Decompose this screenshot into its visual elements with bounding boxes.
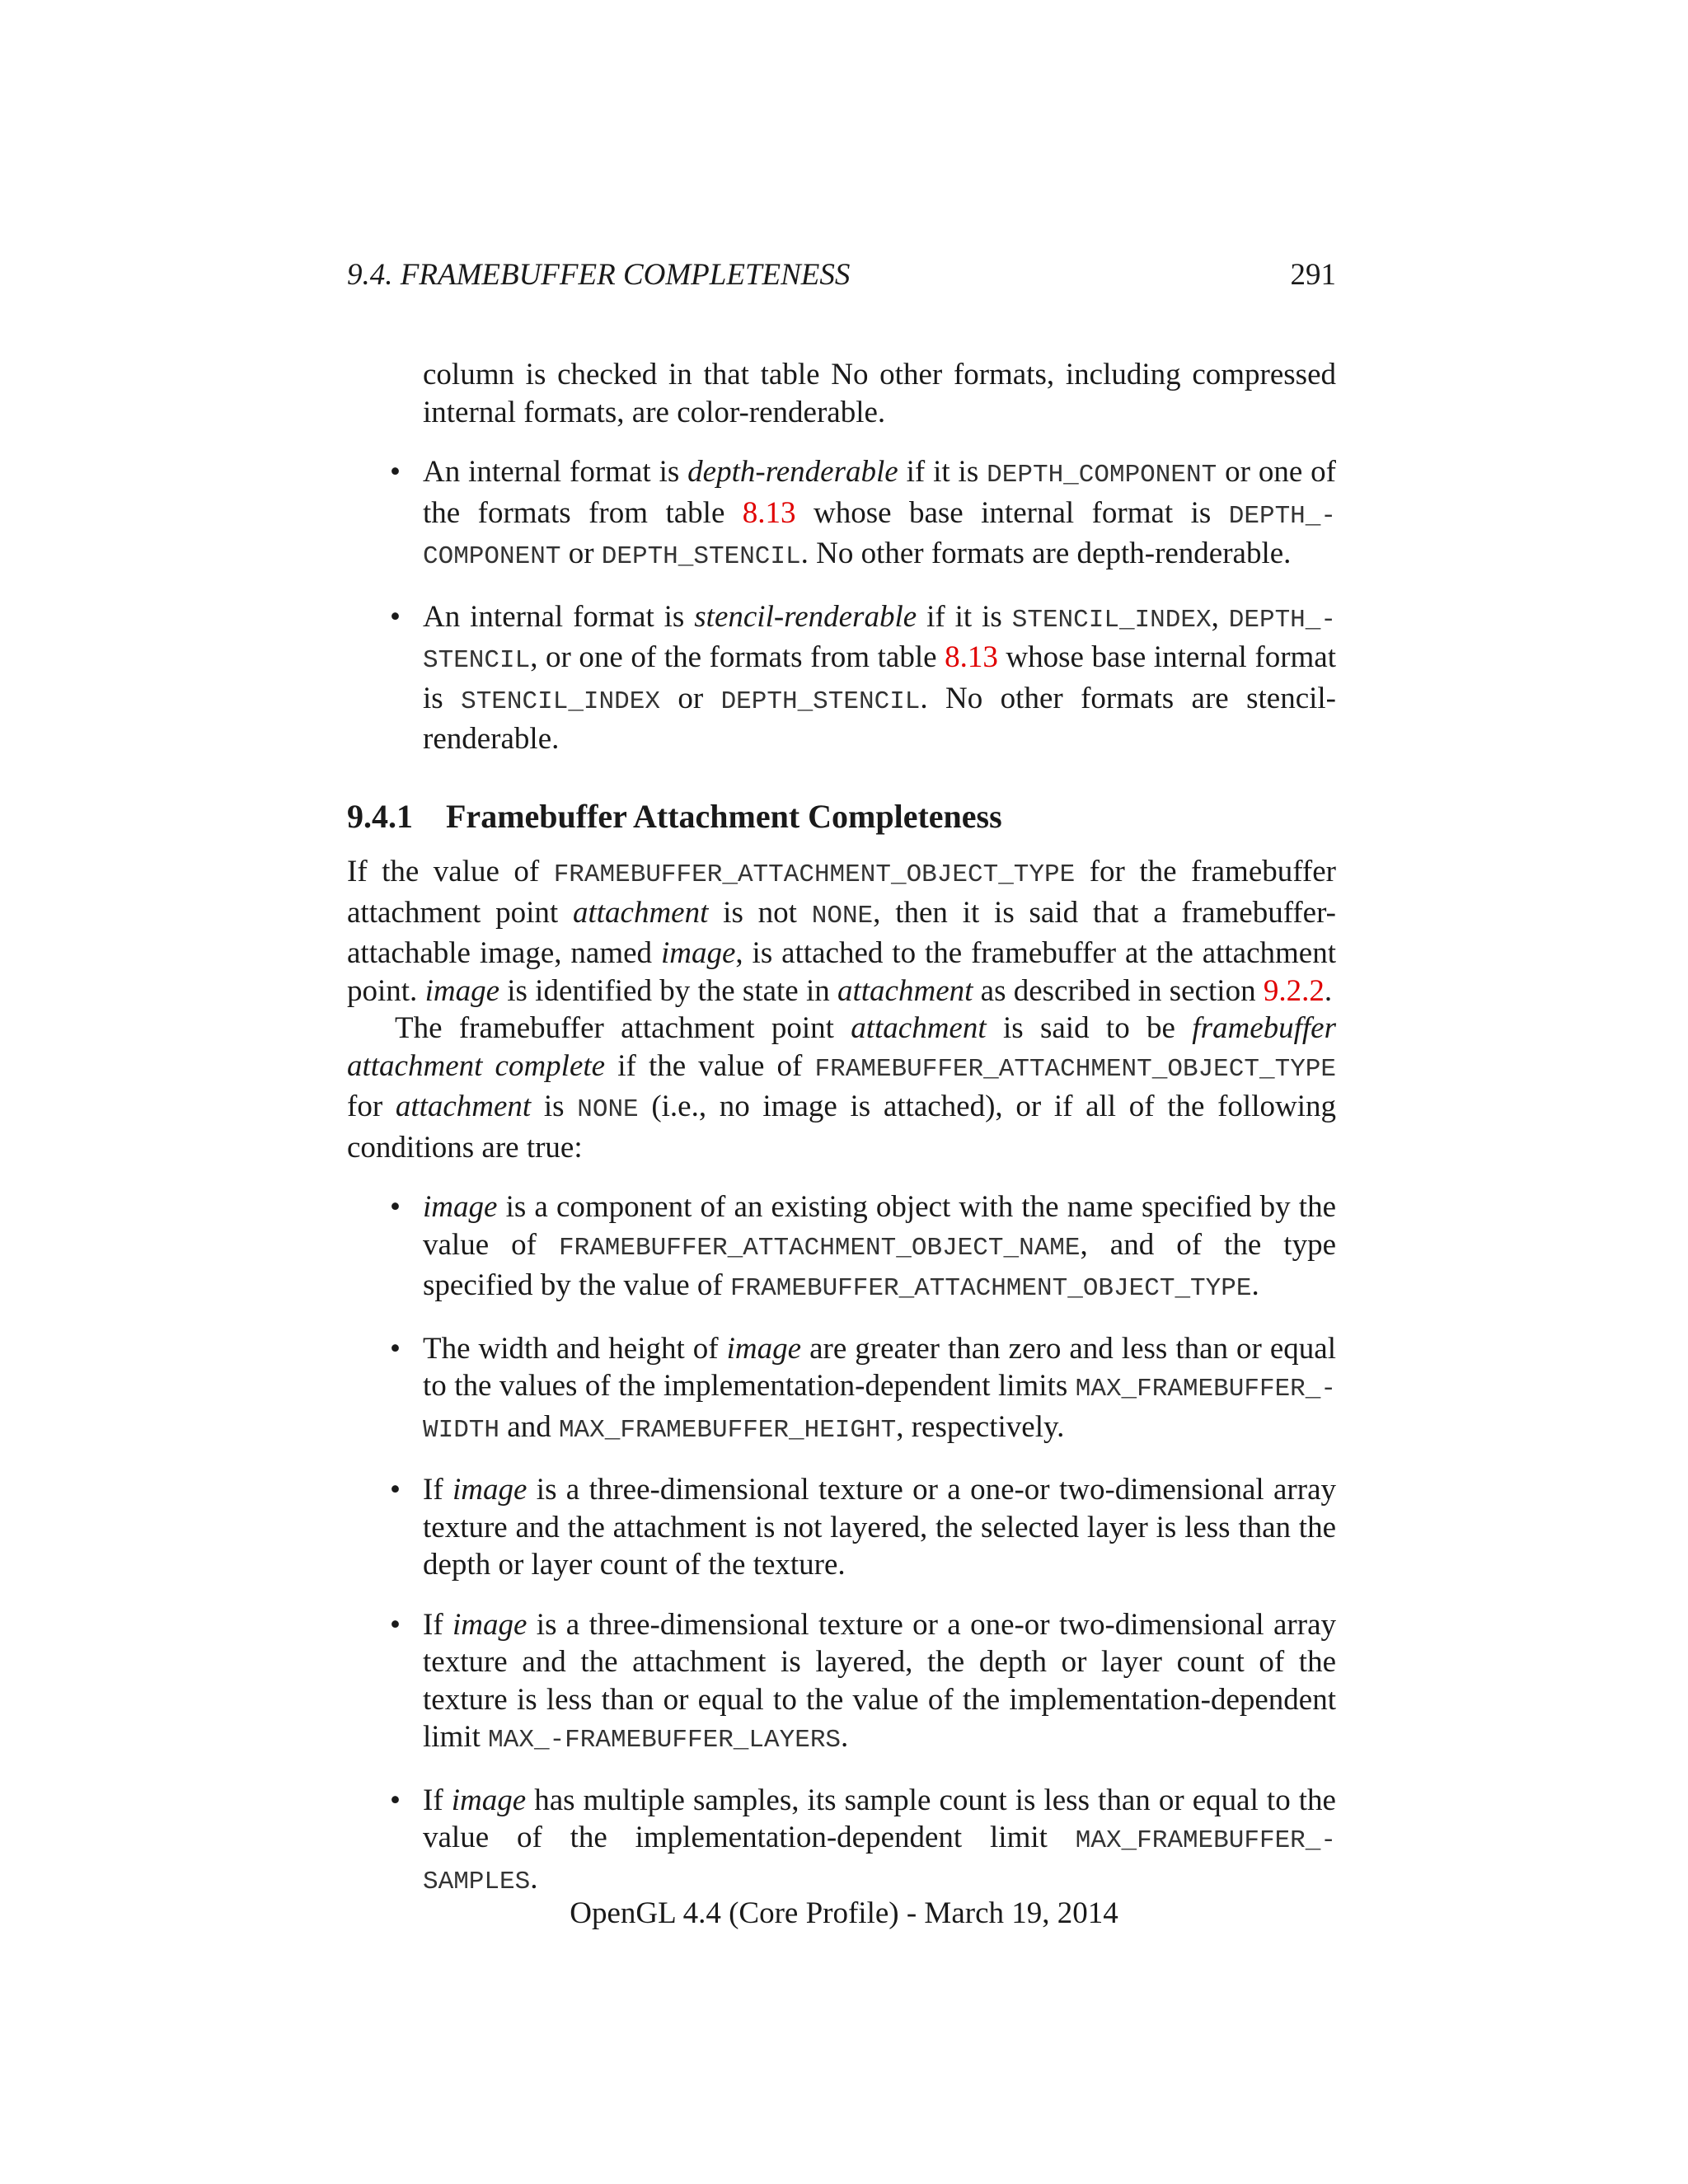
bullet-icon: • bbox=[390, 1783, 401, 1817]
intro-continuation: column is checked in that table No other formats, including compressed internal formats, are color-renderable. bbox=[423, 358, 1336, 429]
list-item-stencil-renderable bbox=[347, 598, 1336, 758]
header-section-title: 9.4. FRAMEBUFFER COMPLETENESS bbox=[347, 258, 851, 292]
token: MAX_-FRAMEBUFFER_LAYERS bbox=[488, 1726, 842, 1755]
renderable-format-list bbox=[347, 453, 1336, 758]
table-ref-link[interactable]: 8.13 bbox=[945, 640, 998, 674]
text: . No other formats are stencil-renderable. bbox=[423, 681, 1336, 756]
text: or bbox=[659, 681, 721, 715]
term: stencil-renderable bbox=[694, 599, 917, 634]
term: image bbox=[424, 973, 499, 1008]
bullet-icon: • bbox=[390, 1473, 401, 1507]
text: are greater than zero and less than or equal to the values of the implementation-dependent limits bbox=[423, 1331, 1337, 1403]
text: The width and height of bbox=[423, 1331, 727, 1366]
term: depth-renderable bbox=[687, 455, 898, 489]
term: attachment bbox=[395, 1090, 532, 1123]
text: whose base internal format is bbox=[795, 495, 1229, 530]
list-item-condition bbox=[347, 1188, 1336, 1308]
term: image bbox=[726, 1331, 802, 1366]
token: NONE bbox=[811, 901, 874, 930]
term: image bbox=[660, 936, 736, 970]
text: is not bbox=[708, 895, 812, 930]
list-item-depth-renderable bbox=[347, 453, 1336, 576]
token: MAX_FRAMEBUFFER_HEIGHT bbox=[558, 1415, 897, 1445]
list-item-condition bbox=[347, 1471, 1336, 1584]
term: image bbox=[423, 1190, 498, 1224]
term: attachment bbox=[851, 1011, 987, 1045]
text: , respectively. bbox=[896, 1409, 1065, 1444]
text: , then it is said that a framebuffer-attachable image, named bbox=[347, 895, 1336, 970]
text: The framebuffer attachment point bbox=[395, 1011, 851, 1045]
token: STENCIL_INDEX bbox=[461, 687, 660, 716]
text: , or one of the formats from table bbox=[530, 640, 945, 674]
text: An internal format is bbox=[423, 455, 688, 489]
token: DEPTH_STENCIL bbox=[720, 687, 921, 716]
section-number: 9.4.1 bbox=[347, 797, 413, 835]
text: is a three-dimensional texture or a one-or two-dimensional array texture and the attachment is not layered, the selected layer is less than the depth or layer count of the texture. bbox=[423, 1473, 1336, 1582]
text: has multiple samples, its sample count is less than or equal to the value of the implementation-dependent limit bbox=[423, 1783, 1336, 1854]
text: if it is bbox=[917, 599, 1012, 634]
page-body bbox=[347, 356, 1336, 1900]
text: . bbox=[530, 1861, 538, 1896]
term: attachment bbox=[837, 973, 973, 1008]
term: image bbox=[452, 1473, 528, 1507]
text: . bbox=[1324, 973, 1333, 1008]
token: DEPTH_-COMPONENT bbox=[423, 501, 1336, 571]
text: is a component of an existing object with the name specified by the value of bbox=[423, 1190, 1336, 1262]
page-footer: OpenGL 4.4 (Core Profile) - March 19, 2014 bbox=[570, 1896, 1118, 1930]
running-header bbox=[347, 257, 1336, 298]
text: for the framebuffer attachment point bbox=[347, 855, 1336, 930]
token: DEPTH_STENCIL bbox=[601, 542, 801, 571]
text: If the value of bbox=[347, 855, 554, 888]
text: if the value of bbox=[605, 1048, 815, 1083]
text: An internal format is bbox=[423, 599, 695, 634]
text: is bbox=[531, 1090, 578, 1123]
page-number: 291 bbox=[1290, 258, 1336, 292]
token: FRAMEBUFFER_ATTACHMENT_OBJECT_NAME bbox=[559, 1233, 1081, 1263]
bullet-icon: • bbox=[390, 455, 401, 489]
section-heading bbox=[347, 798, 1336, 836]
bullet-icon: • bbox=[390, 599, 401, 634]
text: for bbox=[347, 1090, 396, 1123]
term: framebuffer attachment complete bbox=[347, 1011, 1336, 1083]
token: MAX_FRAMEBUFFER_-WIDTH bbox=[423, 1375, 1336, 1445]
section-ref-link[interactable]: 9.2.2 bbox=[1263, 973, 1325, 1008]
list-item-condition bbox=[347, 1330, 1336, 1450]
paragraph-attachment-definition bbox=[347, 853, 1336, 1010]
term: image bbox=[451, 1783, 527, 1817]
section-title: Framebuffer Attachment Completeness bbox=[446, 797, 1002, 835]
text: or one of the formats from table bbox=[423, 455, 1336, 530]
token: DEPTH_-STENCIL bbox=[423, 605, 1336, 675]
text: , and of the type specified by the value of bbox=[423, 1227, 1336, 1302]
text: . bbox=[1251, 1268, 1259, 1302]
term: attachment bbox=[572, 895, 709, 930]
token: MAX_FRAMEBUFFER_-SAMPLES bbox=[423, 1826, 1336, 1896]
token: FRAMEBUFFER_ATTACHMENT_OBJECT_TYPE bbox=[729, 1274, 1252, 1303]
token: STENCIL_INDEX bbox=[1011, 605, 1212, 635]
bullet-icon: • bbox=[390, 1190, 401, 1224]
text: and bbox=[499, 1409, 559, 1444]
token: FRAMEBUFFER_ATTACHMENT_OBJECT_TYPE bbox=[814, 1054, 1337, 1084]
token: FRAMEBUFFER_ATTACHMENT_OBJECT_TYPE bbox=[553, 860, 1076, 889]
bullet-icon: • bbox=[390, 1607, 401, 1642]
term: image bbox=[452, 1607, 528, 1642]
paragraph-attachment-complete bbox=[347, 1010, 1336, 1166]
text: , is attached to the framebuffer at the attachment point. bbox=[347, 936, 1336, 1008]
text: (i.e., no image is attached), or if all of the following conditions are true: bbox=[347, 1090, 1336, 1165]
text: if it is bbox=[898, 455, 987, 489]
table-ref-link[interactable]: 8.13 bbox=[742, 495, 796, 530]
text: If bbox=[423, 1473, 452, 1507]
text: or bbox=[560, 537, 602, 570]
text: as described in section bbox=[973, 973, 1264, 1008]
text: whose base internal format is bbox=[423, 640, 1336, 715]
text: , bbox=[1211, 599, 1229, 634]
text: . bbox=[841, 1720, 849, 1754]
text: is said to be bbox=[986, 1011, 1193, 1045]
conditions-list bbox=[347, 1188, 1336, 1900]
text: . No other formats are depth-renderable. bbox=[800, 537, 1292, 570]
text: If bbox=[423, 1783, 452, 1817]
list-item-condition bbox=[347, 1782, 1336, 1901]
text: If bbox=[423, 1607, 452, 1642]
text: is identified by the state in bbox=[499, 973, 837, 1008]
bullet-icon: • bbox=[390, 1331, 401, 1366]
list-item-condition bbox=[347, 1606, 1336, 1760]
token: NONE bbox=[577, 1095, 639, 1124]
text: is a three-dimensional texture or a one-or two-dimensional array texture and the attachment is layered, the depth or layer count of the texture is less than or equal to the value of the implementation-dependent limit bbox=[423, 1607, 1336, 1754]
token: DEPTH_COMPONENT bbox=[987, 461, 1217, 490]
